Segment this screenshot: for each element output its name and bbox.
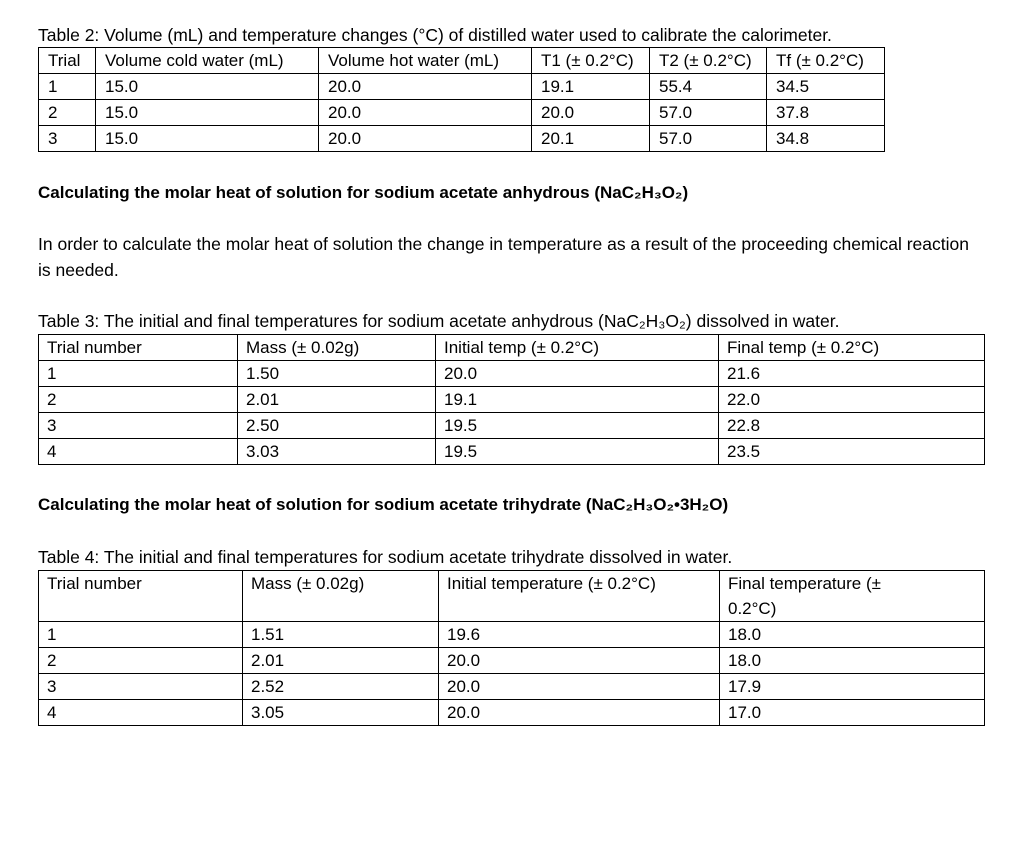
table-cell: 20.0 (319, 100, 532, 126)
table4-header-row (39, 571, 985, 622)
table-cell: 2.01 (238, 387, 436, 413)
table-cell: 18.0 (720, 648, 985, 674)
table4-header-cell: Final temperature (± 0.2°C) (720, 571, 985, 622)
table4 (38, 570, 985, 726)
table-cell: 19.1 (532, 74, 650, 100)
table-row (39, 100, 885, 126)
table-cell: 15.0 (96, 100, 319, 126)
table-cell: 3.05 (243, 700, 439, 726)
table-cell: 19.5 (436, 413, 719, 439)
table-cell: 34.8 (767, 126, 885, 152)
table-cell: 1 (39, 74, 96, 100)
table-row (39, 700, 985, 726)
table-cell: 2 (39, 387, 238, 413)
table-cell: 1 (39, 622, 243, 648)
table-cell: 2 (39, 648, 243, 674)
table2 (38, 47, 885, 152)
table-cell: 57.0 (650, 100, 767, 126)
table3-header-cell: Final temp (± 0.2°C) (719, 335, 985, 361)
section-heading-trihydrate: Calculating the molar heat of solution for sodium acetate trihydrate (NaC₂H₃O₂•3H₂O) (38, 495, 729, 514)
table2-header-cell: Volume hot water (mL) (319, 48, 532, 74)
table-row (39, 74, 885, 100)
table-row (39, 674, 985, 700)
table3-header-row (39, 335, 985, 361)
table3-header-cell: Initial temp (± 0.2°C) (436, 335, 719, 361)
table-cell: 20.0 (319, 126, 532, 152)
table-cell: 17.9 (720, 674, 985, 700)
table-cell: 15.0 (96, 74, 319, 100)
table2-header-cell: Tf (± 0.2°C) (767, 48, 885, 74)
section-paragraph: In order to calculate the molar heat of solution the change in temperature as a result of the proceeding chemical reaction is needed. (38, 234, 969, 280)
table-cell: 55.4 (650, 74, 767, 100)
table-cell: 22.0 (719, 387, 985, 413)
table-row (39, 361, 985, 387)
table-row (39, 439, 985, 465)
table4-header-cell: Initial temperature (± 0.2°C) (439, 571, 720, 622)
table-row (39, 413, 985, 439)
table-cell: 3 (39, 413, 238, 439)
table-cell: 15.0 (96, 126, 319, 152)
table3 (38, 334, 985, 465)
table-cell: 4 (39, 700, 243, 726)
table-cell: 21.6 (719, 361, 985, 387)
table-row (39, 648, 985, 674)
table3-header-cell: Trial number (39, 335, 238, 361)
table-cell: 20.0 (319, 74, 532, 100)
table-cell: 57.0 (650, 126, 767, 152)
table2-header-cell: Trial (39, 48, 96, 74)
table-cell: 22.8 (719, 413, 985, 439)
table-cell: 20.0 (532, 100, 650, 126)
table-cell: 2 (39, 100, 96, 126)
table-cell: 37.8 (767, 100, 885, 126)
table-cell: 2.01 (243, 648, 439, 674)
table-cell: 19.6 (439, 622, 720, 648)
table-cell: 34.5 (767, 74, 885, 100)
table-cell: 18.0 (720, 622, 985, 648)
table4-caption: Table 4: The initial and final temperatures for sodium acetate trihydrate dissolved in water. (38, 547, 733, 567)
table-cell: 20.0 (439, 700, 720, 726)
table2-header-cell: T1 (± 0.2°C) (532, 48, 650, 74)
table2-caption: Table 2: Volume (mL) and temperature changes (°C) of distilled water used to calibrate the calorimeter. (38, 25, 832, 45)
table-cell: 19.1 (436, 387, 719, 413)
table-cell: 20.0 (439, 674, 720, 700)
table-cell: 17.0 (720, 700, 985, 726)
table-cell: 3 (39, 674, 243, 700)
table-row (39, 622, 985, 648)
table-cell: 2.50 (238, 413, 436, 439)
section-heading-anhydrous: Calculating the molar heat of solution for sodium acetate anhydrous (NaC₂H₃O₂) (38, 183, 689, 202)
table-row (39, 387, 985, 413)
table-cell: 23.5 (719, 439, 985, 465)
table-cell: 3 (39, 126, 96, 152)
table2-header-cell: T2 (± 0.2°C) (650, 48, 767, 74)
table-cell: 4 (39, 439, 238, 465)
table-cell: 2.52 (243, 674, 439, 700)
table-cell: 20.0 (439, 648, 720, 674)
table4-header-cell: Mass (± 0.02g) (243, 571, 439, 622)
table2-header-cell: Volume cold water (mL) (96, 48, 319, 74)
table3-caption: Table 3: The initial and final temperatures for sodium acetate anhydrous (NaC₂H₃O₂) dissolved in water. (38, 311, 840, 331)
table-cell: 3.03 (238, 439, 436, 465)
table-cell: 19.5 (436, 439, 719, 465)
table-cell: 1.50 (238, 361, 436, 387)
table2-header-row (39, 48, 885, 74)
table-cell: 20.0 (436, 361, 719, 387)
table4-header-cell: Trial number (39, 571, 243, 622)
table-cell: 1 (39, 361, 238, 387)
table-row (39, 126, 885, 152)
table-cell: 20.1 (532, 126, 650, 152)
table-cell: 1.51 (243, 622, 439, 648)
table3-header-cell: Mass (± 0.02g) (238, 335, 436, 361)
